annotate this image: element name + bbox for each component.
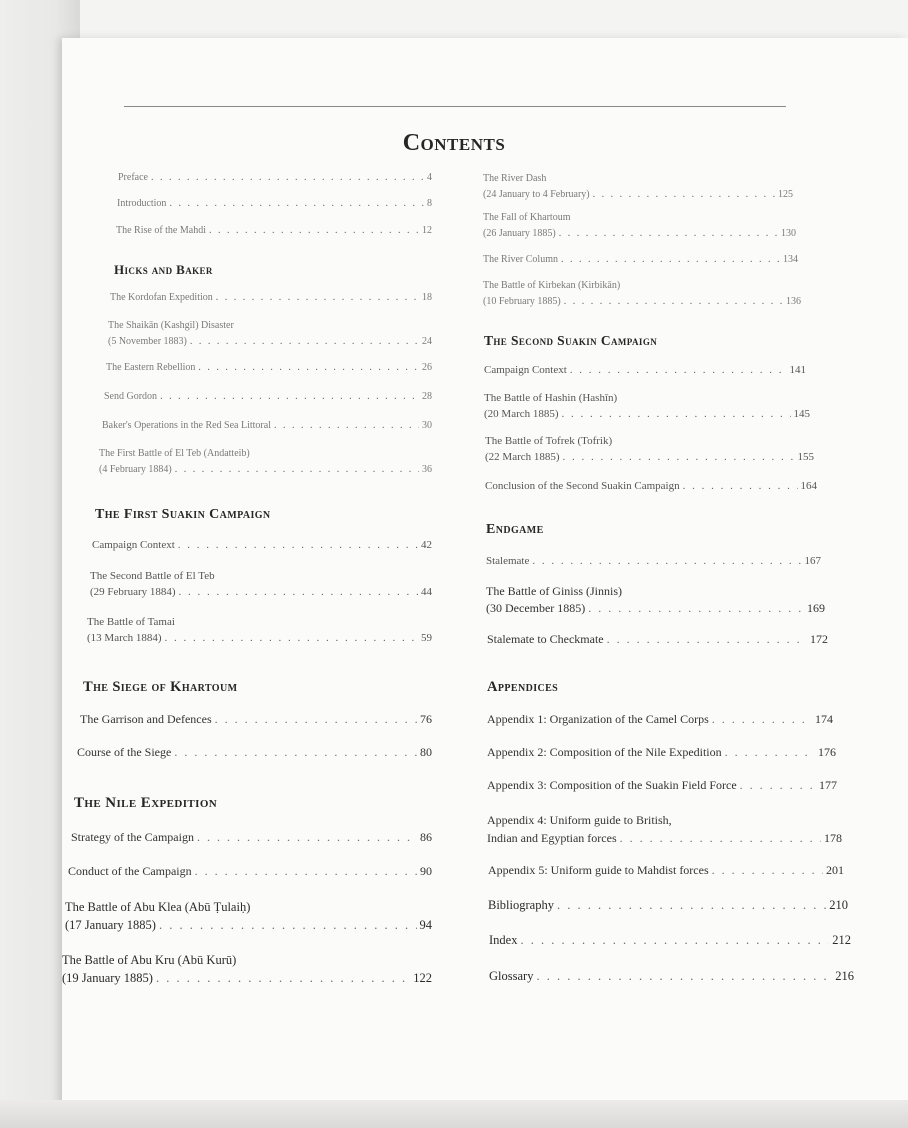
toc-entry-label: (26 January 1885) (483, 228, 556, 239)
toc-entry-label: Send Gordon (104, 391, 158, 402)
toc-entry-page: 86 (420, 830, 432, 844)
toc-entry-preface (118, 170, 432, 186)
toc-entry (483, 210, 796, 242)
toc-entry-label: Course of the Siege (77, 745, 172, 759)
toc-entry-label: (10 February 1885) (483, 296, 561, 307)
toc-entry (489, 932, 851, 948)
toc-entry-page: 201 (826, 863, 844, 877)
toc-entry (485, 433, 814, 465)
toc-entry (90, 568, 432, 600)
toc-entry (104, 389, 432, 405)
page-bottom-shadow (0, 1100, 908, 1128)
toc-entry (487, 744, 836, 760)
toc-entry-label: (13 March 1884) (87, 632, 162, 644)
toc-entry-page: 167 (804, 555, 821, 567)
toc-entry-label: The Rise of the Mahdi (116, 225, 206, 236)
toc-entry (80, 711, 432, 727)
toc-entry-page: 8 (427, 198, 432, 209)
toc-entry (110, 290, 432, 306)
toc-entry (487, 711, 833, 727)
toc-entry-page: 90 (420, 864, 432, 878)
section-heading-first-suakin-campaign: The First Suakin Campaign (95, 507, 271, 522)
toc-entry (487, 811, 842, 847)
toc-entry-page: 212 (832, 933, 851, 947)
header-rule (124, 106, 786, 107)
toc-entry-label: Introduction (117, 198, 167, 209)
toc-entry-page: 177 (819, 778, 837, 792)
toc-entry-page: 164 (800, 480, 817, 492)
toc-entry-label: The Kordofan Expedition (110, 292, 213, 303)
toc-entry-page: 12 (422, 225, 432, 236)
section-heading-siege-of-khartoum: The Siege of Khartoum (83, 679, 238, 695)
toc-entry-label: Stalemate to Checkmate (487, 632, 604, 646)
toc-entry-page: 176 (818, 745, 836, 759)
toc-entry (484, 390, 810, 422)
toc-entry-title: The Battle of Hashin (Hashīn) (484, 392, 618, 404)
section-heading-endgame: Endgame (486, 522, 544, 537)
section-heading-appendices: Appendices (487, 679, 559, 695)
toc-entry (486, 583, 825, 617)
toc-entry-label: (5 November 1883) (108, 336, 187, 347)
toc-entry (87, 614, 432, 646)
toc-entry-label: Appendix 1: Organization of the Camel Corps (487, 712, 709, 726)
toc-entry-label: Preface (118, 172, 148, 183)
toc-entry-label: Appendix 5: Uniform guide to Mahdist forces (488, 863, 709, 877)
toc-entry-label: The Garrison and Defences (80, 712, 212, 726)
toc-entry-title: The Fall of Khartoum (483, 212, 571, 223)
toc-entry-label: Bibliography (488, 898, 554, 912)
toc-entry-page: 59 (421, 632, 432, 644)
toc-entry-label: Appendix 3: Composition of the Suakin Field Force (487, 778, 737, 792)
toc-entry-label: Appendix 2: Composition of the Nile Expedition (487, 745, 722, 759)
toc-entry-title: The First Battle of El Teb (Andatteib) (99, 448, 250, 459)
toc-entry-label: Campaign Context (484, 364, 567, 376)
toc-entry (489, 968, 854, 984)
toc-entry-label: (4 February 1884) (99, 464, 172, 475)
toc-entry (488, 862, 844, 878)
toc-entry (487, 777, 837, 793)
toc-entry-label: Index (489, 933, 518, 947)
toc-entry-page: 136 (786, 296, 801, 307)
toc-entry-page: 28 (422, 391, 432, 402)
toc-entry-title: The River Dash (483, 173, 547, 184)
toc-entry-page: 94 (419, 918, 432, 932)
toc-entry (102, 418, 432, 434)
toc-entry (486, 553, 821, 569)
toc-entry-page: 42 (421, 539, 432, 551)
toc-entry (487, 631, 828, 647)
toc-entry-label: Strategy of the Campaign (71, 830, 194, 844)
toc-entry (68, 863, 432, 879)
toc-entry-page: 36 (422, 464, 432, 475)
toc-entry-page: 134 (783, 254, 798, 265)
toc-entry (71, 829, 432, 845)
toc-entry-title: The Battle of Abu Kru (Abū Kurū) (62, 953, 237, 967)
toc-entry-page: 145 (793, 408, 810, 420)
toc-entry-page: 24 (422, 336, 432, 347)
toc-entry-title: The Battle of Tofrek (Tofrik) (485, 435, 613, 447)
toc-entry-title: The Battle of Giniss (Jinnis) (486, 584, 622, 598)
toc-entry-page: 174 (815, 712, 833, 726)
toc-entry-label: (20 March 1885) (484, 408, 559, 420)
toc-entry-page: 141 (789, 364, 806, 376)
toc-entry-label: Conclusion of the Second Suakin Campaign (485, 480, 680, 492)
toc-entry-rise-of-the-mahdi (116, 223, 432, 239)
toc-entry-label: Indian and Egyptian forces (487, 831, 617, 845)
toc-entry (485, 478, 817, 494)
toc-entry-title: The Second Battle of El Teb (90, 570, 215, 582)
toc-entry-page: 44 (421, 586, 432, 598)
toc-entry-label: Baker's Operations in the Red Sea Littoral (102, 420, 271, 431)
toc-entry-page: 169 (807, 601, 825, 615)
toc-entry-page: 4 (427, 172, 432, 183)
toc-entry (488, 897, 848, 913)
toc-entry-page: 76 (420, 712, 432, 726)
toc-entry-page: 18 (422, 292, 432, 303)
toc-entry-page: 172 (810, 632, 828, 646)
toc-entry-label: Stalemate (486, 555, 530, 567)
toc-entry-label: Glossary (489, 969, 534, 983)
toc-entry-label: (17 January 1885) (65, 918, 156, 932)
toc-entry (108, 318, 432, 350)
toc-entry-page: 216 (835, 969, 854, 983)
toc-entry (484, 362, 806, 378)
toc-entry (99, 446, 432, 478)
toc-entry-title: The Battle of Abu Klea (Abū Ṭulaiḥ) (65, 900, 251, 914)
section-heading-nile-expedition: The Nile Expedition (74, 795, 218, 811)
section-heading-hicks-and-baker: Hicks and Baker (114, 262, 213, 277)
toc-entry-page: 122 (413, 971, 432, 985)
toc-entry (77, 744, 432, 760)
toc-entry (483, 278, 801, 310)
toc-entry (106, 360, 432, 376)
toc-entry-page: 178 (824, 831, 842, 845)
toc-entry (92, 537, 432, 553)
toc-entry-label: The River Column (483, 254, 558, 265)
toc-entry (483, 171, 793, 203)
toc-entry (483, 252, 798, 268)
toc-entry-title: Appendix 4: Uniform guide to British, (487, 813, 672, 827)
toc-entry-page: 26 (422, 362, 432, 373)
toc-entry-label: (30 December 1885) (486, 601, 586, 615)
toc-entry-title: The Shaikān (Kashgil) Disaster (108, 320, 234, 331)
toc-entry-label: (24 January to 4 February) (483, 189, 590, 200)
toc-entry-page: 130 (781, 228, 796, 239)
toc-entry-label: Conduct of the Campaign (68, 864, 192, 878)
toc-entry-label: The Eastern Rebellion (106, 362, 196, 373)
toc-entry (65, 898, 432, 934)
toc-entry (62, 951, 432, 987)
toc-entry-label: Campaign Context (92, 539, 175, 551)
toc-entry-title: The Battle of Tamai (87, 616, 175, 628)
toc-entry-label: (22 March 1885) (485, 451, 560, 463)
toc-entry-page: 155 (797, 451, 814, 463)
page-title: Contents (402, 130, 506, 156)
toc-entry-page: 125 (778, 189, 793, 200)
toc-entry-title: The Battle of Kirbekan (Kirbikān) (483, 280, 621, 291)
toc-entry-page: 210 (829, 898, 848, 912)
toc-entry-page: 80 (420, 745, 432, 759)
toc-entry-label: (19 January 1885) (62, 971, 153, 985)
toc-entry-introduction (117, 196, 432, 212)
section-heading-second-suakin-campaign: The Second Suakin Campaign (484, 333, 658, 348)
toc-entry-label: (29 February 1884) (90, 586, 176, 598)
toc-entry-page: 30 (422, 420, 432, 431)
